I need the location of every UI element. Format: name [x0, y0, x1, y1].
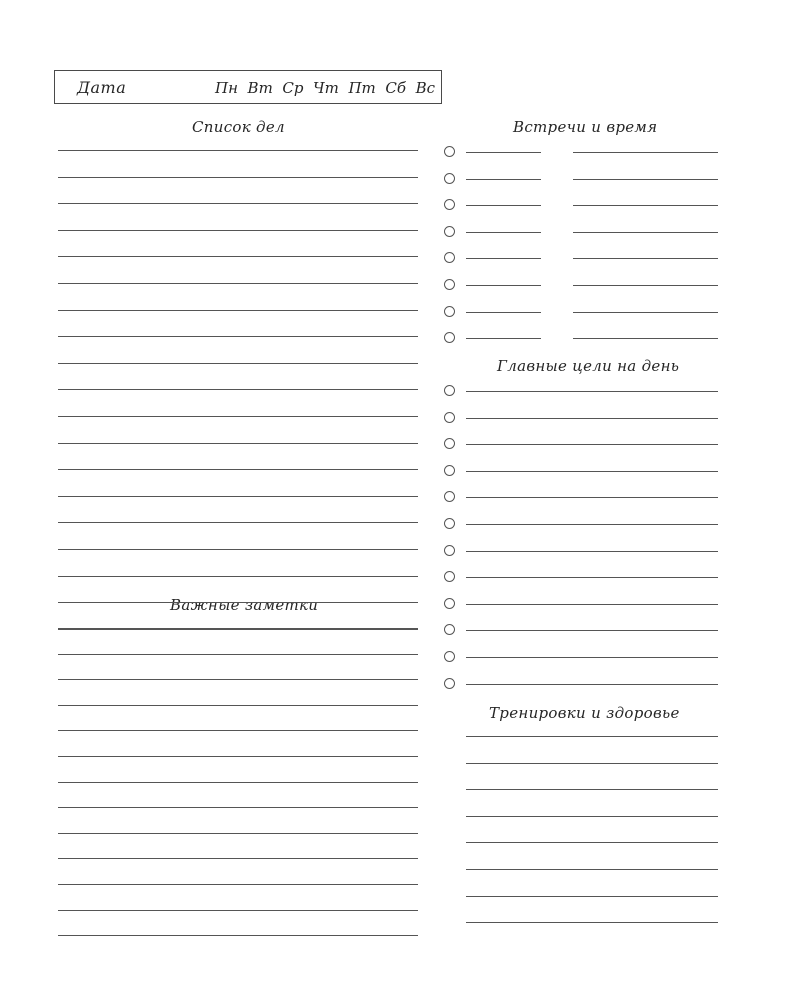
weekday-fri[interactable]: Пт — [348, 79, 376, 97]
goal-bullet[interactable] — [444, 438, 455, 449]
meeting-text-line[interactable] — [573, 205, 718, 206]
meeting-text-line[interactable] — [573, 232, 718, 233]
heading-notes: Важные заметки — [170, 596, 319, 614]
notes-line[interactable] — [58, 628, 418, 629]
meeting-text-line[interactable] — [573, 285, 718, 286]
goal-line[interactable] — [466, 657, 718, 658]
weekday-tue[interactable]: Вт — [247, 79, 273, 97]
goal-line[interactable] — [466, 471, 718, 472]
todo-line[interactable] — [58, 283, 418, 284]
goal-bullet[interactable] — [444, 651, 455, 662]
health-line[interactable] — [466, 816, 718, 817]
todo-line[interactable] — [58, 150, 418, 151]
goal-line[interactable] — [466, 604, 718, 605]
todo-line[interactable] — [58, 549, 418, 550]
goal-line[interactable] — [466, 524, 718, 525]
goal-bullet[interactable] — [444, 598, 455, 609]
todo-line[interactable] — [58, 230, 418, 231]
goal-bullet[interactable] — [444, 465, 455, 476]
notes-line[interactable] — [58, 935, 418, 936]
meeting-text-line[interactable] — [573, 312, 718, 313]
notes-line[interactable] — [58, 884, 418, 885]
notes-line[interactable] — [58, 705, 418, 706]
heading-health: Тренировки и здоровье — [489, 704, 680, 722]
goal-line[interactable] — [466, 391, 718, 392]
todo-line[interactable] — [58, 416, 418, 417]
goal-line[interactable] — [466, 551, 718, 552]
todo-line[interactable] — [58, 336, 418, 337]
goal-line[interactable] — [466, 497, 718, 498]
goal-bullet[interactable] — [444, 678, 455, 689]
todo-line[interactable] — [58, 469, 418, 470]
goal-bullet[interactable] — [444, 518, 455, 529]
notes-line[interactable] — [58, 807, 418, 808]
notes-line[interactable] — [58, 679, 418, 680]
meeting-time-line[interactable] — [466, 312, 541, 313]
goal-bullet[interactable] — [444, 491, 455, 502]
health-line[interactable] — [466, 789, 718, 790]
goal-line[interactable] — [466, 418, 718, 419]
goal-line[interactable] — [466, 630, 718, 631]
goal-line[interactable] — [466, 444, 718, 445]
meeting-text-line[interactable] — [573, 338, 718, 339]
goal-line[interactable] — [466, 577, 718, 578]
todo-line[interactable] — [58, 576, 418, 577]
todo-line[interactable] — [58, 310, 418, 311]
notes-line[interactable] — [58, 858, 418, 859]
weekday-thu[interactable]: Чт — [313, 79, 339, 97]
weekday-sun[interactable]: Вс — [415, 79, 435, 97]
meeting-bullet[interactable] — [444, 226, 455, 237]
notes-line[interactable] — [58, 756, 418, 757]
meeting-bullet[interactable] — [444, 306, 455, 317]
todo-line[interactable] — [58, 203, 418, 204]
todo-line[interactable] — [58, 177, 418, 178]
meeting-bullet[interactable] — [444, 332, 455, 343]
date-label: Дата — [77, 78, 127, 97]
meeting-text-line[interactable] — [573, 179, 718, 180]
goal-line[interactable] — [466, 684, 718, 685]
meeting-bullet[interactable] — [444, 252, 455, 263]
health-line[interactable] — [466, 736, 718, 737]
meeting-bullet[interactable] — [444, 199, 455, 210]
meeting-time-line[interactable] — [466, 285, 541, 286]
heading-meetings: Встречи и время — [513, 118, 658, 136]
todo-line[interactable] — [58, 496, 418, 497]
heading-goals: Главные цели на день — [497, 357, 680, 375]
meeting-bullet[interactable] — [444, 146, 455, 157]
todo-line[interactable] — [58, 389, 418, 390]
meeting-bullet[interactable] — [444, 173, 455, 184]
goal-bullet[interactable] — [444, 571, 455, 582]
notes-line[interactable] — [58, 833, 418, 834]
goal-bullet[interactable] — [444, 624, 455, 635]
meeting-time-line[interactable] — [466, 338, 541, 339]
goal-bullet[interactable] — [444, 545, 455, 556]
todo-line[interactable] — [58, 256, 418, 257]
notes-line[interactable] — [58, 654, 418, 655]
health-line[interactable] — [466, 869, 718, 870]
meeting-time-line[interactable] — [466, 205, 541, 206]
meeting-text-line[interactable] — [573, 258, 718, 259]
todo-line[interactable] — [58, 363, 418, 364]
todo-line[interactable] — [58, 443, 418, 444]
todo-line[interactable] — [58, 602, 418, 603]
goal-bullet[interactable] — [444, 412, 455, 423]
todo-line[interactable] — [58, 522, 418, 523]
notes-line[interactable] — [58, 782, 418, 783]
weekday-wed[interactable]: Ср — [282, 79, 304, 97]
meeting-bullet[interactable] — [444, 279, 455, 290]
health-line[interactable] — [466, 842, 718, 843]
goal-bullet[interactable] — [444, 385, 455, 396]
heading-todo: Список дел — [192, 118, 285, 136]
notes-line[interactable] — [58, 910, 418, 911]
weekday-sat[interactable]: Сб — [385, 79, 406, 97]
meeting-time-line[interactable] — [466, 232, 541, 233]
meeting-time-line[interactable] — [466, 152, 541, 153]
meeting-text-line[interactable] — [573, 152, 718, 153]
weekday-mon[interactable]: Пн — [215, 79, 238, 97]
health-line[interactable] — [466, 922, 718, 923]
health-line[interactable] — [466, 763, 718, 764]
notes-line[interactable] — [58, 730, 418, 731]
meeting-time-line[interactable] — [466, 258, 541, 259]
meeting-time-line[interactable] — [466, 179, 541, 180]
health-line[interactable] — [466, 896, 718, 897]
